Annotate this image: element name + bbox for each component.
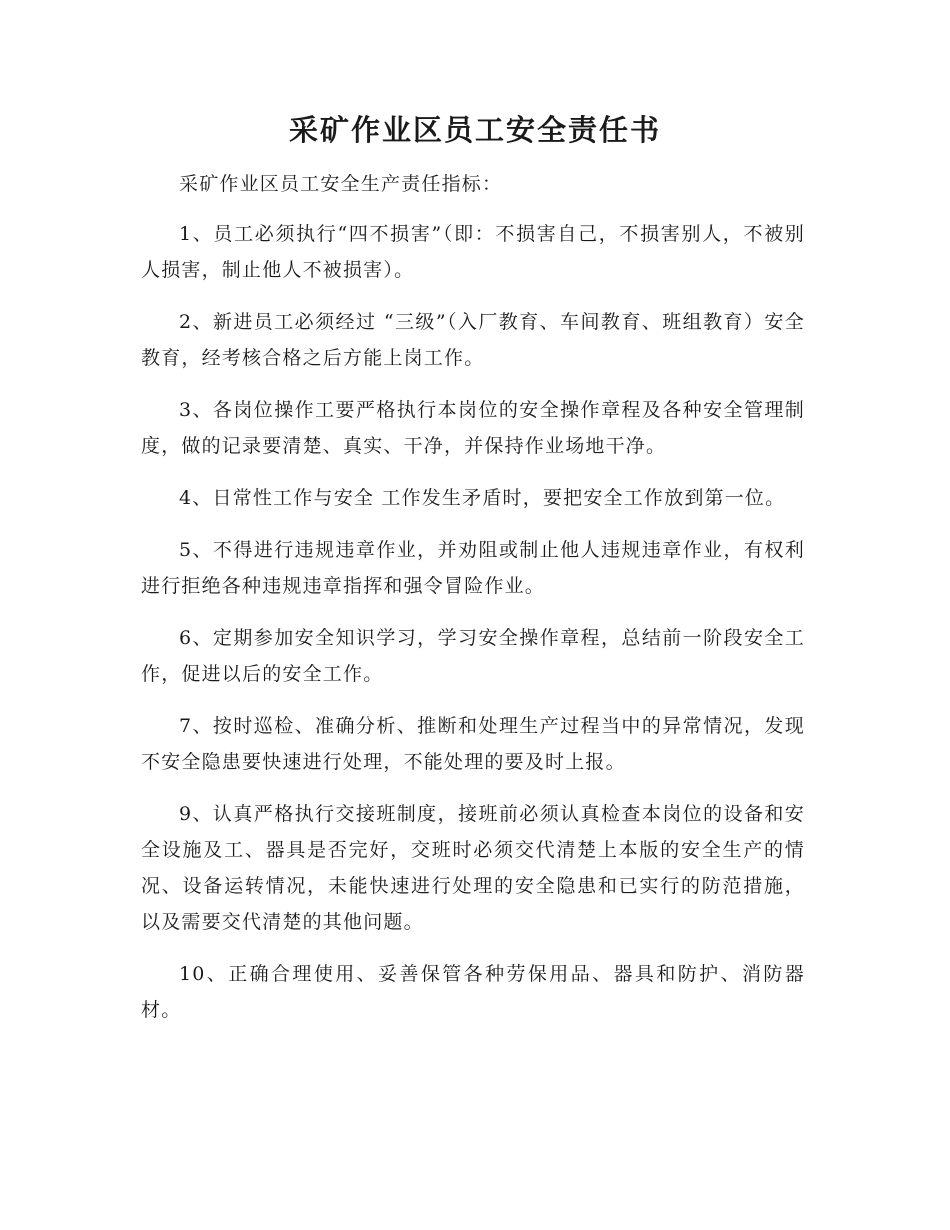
item-paragraph-6: 6、定期参加安全知识学习，学习安全操作章程，总结前一阶段安全工作，促进以后的安全工作。 — [141, 627, 805, 685]
item-paragraph-4: 4、日常性工作与安全 工作发生矛盾时，要把安全工作放到第一位。 — [179, 487, 786, 509]
item-paragraph-10: 10、正确合理使用、妥善保管各种劳保用品、器具和防护、消防器材。 — [141, 963, 805, 1021]
item-paragraph-5: 5、不得进行违规违章作业，并劝阻或制止他人违规违章作业，有权利进行拒绝各种违规违章指挥和强令冒险作业。 — [141, 539, 805, 597]
item-paragraph-2: 2、新进员工必须经过 “三级”（入厂教育、车间教育、班组教育）安全教育，经考核合格之后方能上岗工作。 — [141, 311, 805, 369]
item-paragraph-7: 7、按时巡检、准确分析、推断和处理生产过程当中的异常情况，发现不安全隐患要快速进行处理，不能处理的要及时上报。 — [141, 715, 805, 773]
item-paragraph-3: 3、各岗位操作工要严格执行本岗位的安全操作章程及各种安全管理制度，做的记录要清楚、真实、干净，并保持作业场地干净。 — [141, 399, 805, 457]
document-body — [141, 166, 805, 1044]
item-paragraph-9: 9、认真严格执行交接班制度，接班前必须认真检查本岗位的设备和安全设施及工、器具是否完好，交班时必须交代清楚上本版的安全生产的情况、设备运转情况，未能快速进行处理的安全隐患和已实行的防范措施，以及需要交代清楚的其他问题。 — [141, 803, 805, 933]
intro-paragraph: 采矿作业区员工安全生产责任指标： — [179, 173, 503, 195]
document-title: 采矿作业区员工安全责任书 — [288, 113, 661, 147]
item-paragraph-1: 1、员工必须执行“四不损害”（即：不损害自己，不损害别人，不被别人损害，制止他人不被损害）。 — [141, 223, 805, 281]
